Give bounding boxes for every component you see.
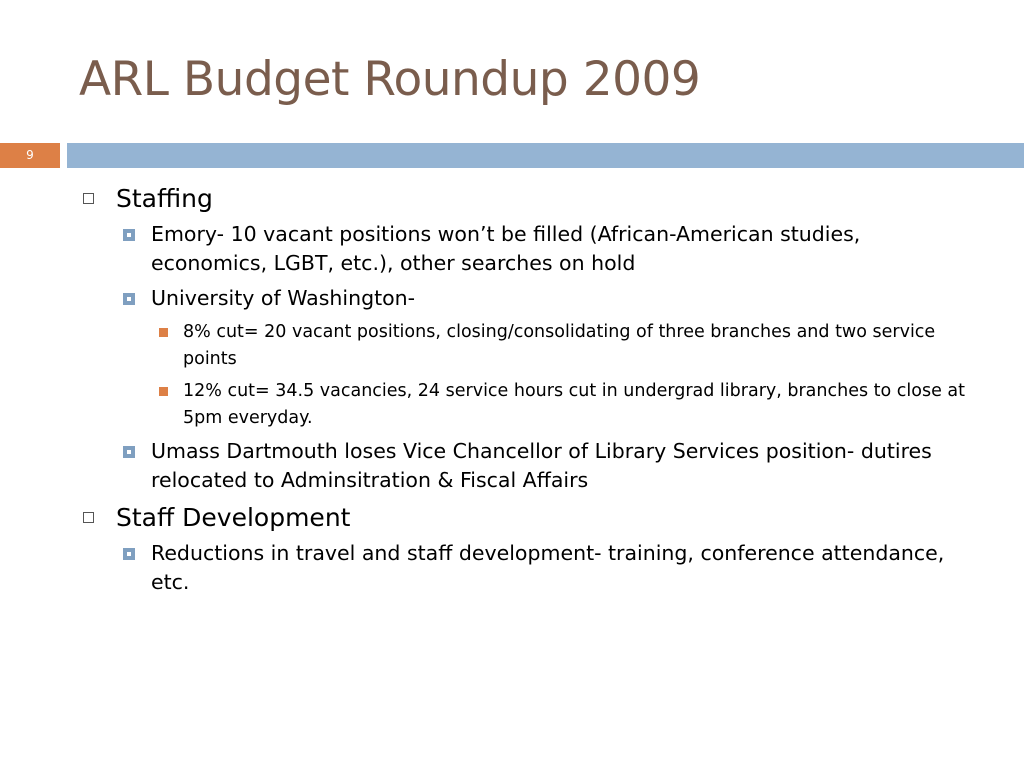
hollow-square-bullet-icon [83,193,94,204]
square-bullet-icon [123,293,135,305]
bullet-text: University of Washington- [151,286,416,310]
bullet-uw-cut8 [80,319,980,373]
bullet-text: Umass Dartmouth loses Vice Chancellor of Library Services position- dutires relocated to Adminsitration & Fiscal Affairs [151,439,932,492]
square-bullet-icon [123,229,135,241]
bullet-text: 12% cut= 34.5 vacancies, 24 service hours cut in undergrad library, branches to close at 5pm everyday. [183,381,965,428]
square-bullet-icon [123,548,135,560]
bullet-reductions [80,539,980,597]
slide-number: 9 [0,143,60,168]
slide-title: ARL Budget Roundup 2009 [79,52,701,107]
bullet-text: Staffing [116,184,213,213]
bullet-emory [80,220,980,278]
bullet-uw-cut12 [80,378,980,432]
bullet-text: Staff Development [116,503,351,532]
title-underline-bar [67,143,1024,168]
bullet-text: Emory- 10 vacant positions won’t be filled (African-American studies, economics, LGBT, etc.), other searches on hold [151,222,861,275]
hollow-square-bullet-icon [83,512,94,523]
bullet-uw [80,284,980,313]
slide-body [80,182,980,603]
bullet-umass [80,437,980,495]
bullet-text: Reductions in travel and staff development- training, conference attendance, etc. [151,541,945,594]
square-bullet-icon [123,446,135,458]
bullet-staffing [80,182,980,216]
filled-square-bullet-icon [159,328,168,337]
bullet-text: 8% cut= 20 vacant positions, closing/consolidating of three branches and two service points [183,322,936,369]
filled-square-bullet-icon [159,387,168,396]
bullet-staff-development [80,501,980,535]
